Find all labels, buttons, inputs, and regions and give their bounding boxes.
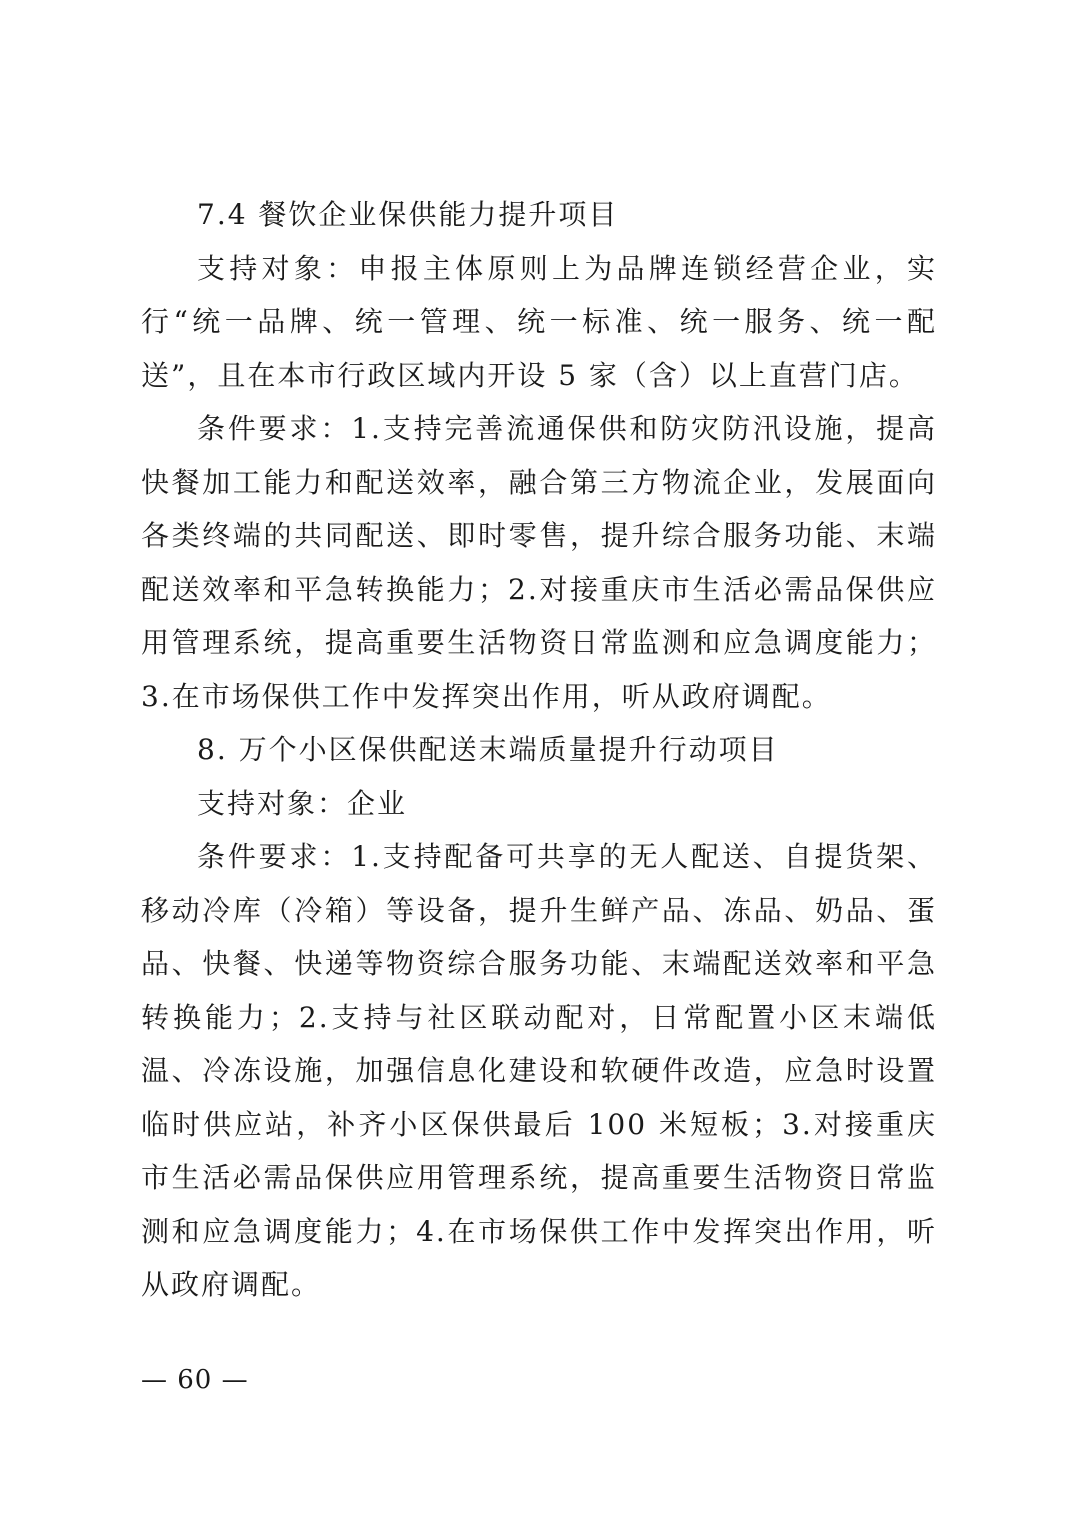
requirements-paragraph: 条件要求：1.支持完善流通保供和防灾防汛设施，提高快餐加工能力和配送效率，融合第三方物流企业，发展面向各类终端的共同配送、即时零售，提升综合服务功能、末端配送效率和平急转换能力；2.对接重庆市生活必需品保供应用管理系统，提高重要生活物资日常监测和应急调度能力；3.在市场保供工作中发挥突出作用，听从政府调配。 — [141, 412, 937, 713]
section-heading-8: 8. 万个小区保供配送末端质量提升行动项目 — [197, 733, 779, 766]
section-heading-7-4: 7.4 餐饮企业保供能力提升项目 — [197, 198, 619, 231]
support-target-paragraph: 支持对象：企业 — [197, 786, 408, 820]
page-number: — 60 — — [141, 1365, 249, 1395]
requirements-paragraph: 条件要求：1.支持配备可共享的无人配送、自提货架、移动冷库（冷箱）等设备，提升生鲜产品、冻品、奶品、蛋品、快餐、快递等物资综合服务功能、末端配送效率和平急转换能力；2.支持与社区联动配对，日常配置小区末端低温、冷冻设施，加强信息化建设和软硬件改造，应急时设置临时供应站，补齐小区保供最后 100 米短板；3.对接重庆市生活必需品保供应用管理系统，提高重要生活物资日常监测和应急调度能力；4.在市场保供工作中发挥突出作用，听从政府调配。 — [141, 840, 937, 1301]
support-target-paragraph: 支持对象：申报主体原则上为品牌连锁经营企业，实行“统一品牌、统一管理、统一标准、统一服务、统一配送”，且在本市行政区域内开设 5 家（含）以上直营门店。 — [141, 251, 937, 392]
document-body — [141, 188, 937, 1312]
